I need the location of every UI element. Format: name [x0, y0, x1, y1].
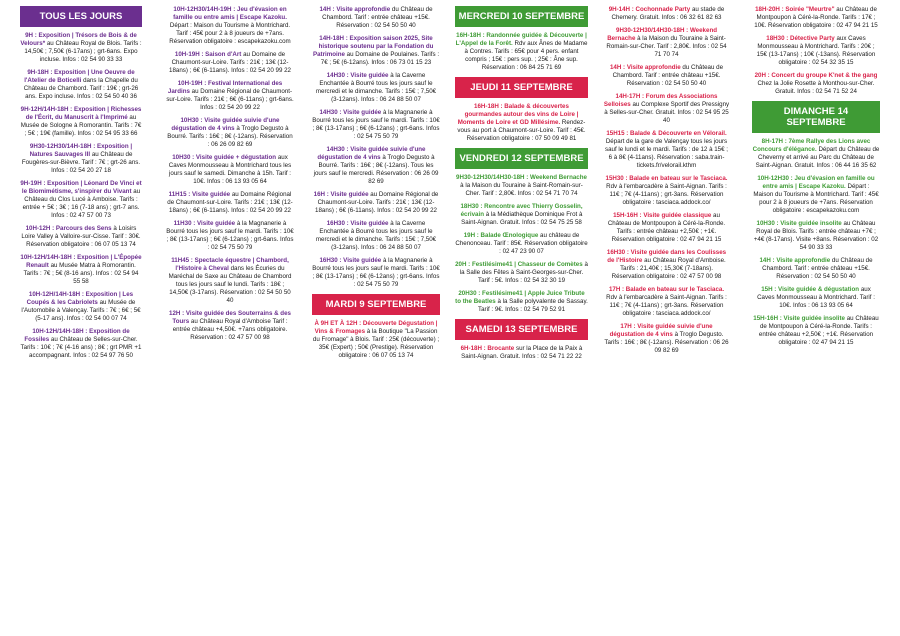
event-details: à Loisirs Loire Valley à Valloire-sur-Cisse. Tarif : 30€. Réservation obligatoire : 06 07 05 13 74	[21, 225, 141, 248]
event-details: Rendez-vous au port à Chaumont-sur-Loire. Tarif : 45€. Réservation obligatoire : 07 50 09 49 81	[457, 119, 586, 142]
column-2	[166, 6, 294, 632]
event-details: au château de Chenonceau. Tarif : 85€. Réservation obligatoire : 02 47 23 90 07	[455, 232, 588, 255]
event-entry	[455, 174, 588, 198]
event-entry	[312, 109, 440, 141]
event-entry	[752, 138, 880, 170]
event-entry	[166, 257, 294, 305]
event-details: à Troglo Degusto à Bourré. Tarifs : 16€ ; 8€ (-12ans). Tous les jours sauf le mercredi. Réservation : 06 26 09 82 69	[313, 154, 439, 185]
event-details: à la Maison du Touraine à Saint-Romain-sur-Cher. Tarif : 2,80€. Infos : 02 54 71 70 74	[606, 35, 727, 58]
event-entry	[455, 232, 588, 256]
event-entry	[455, 290, 588, 314]
event-title: 16H-18H : Randonnée guidée & Découverte | L'Appel de la Forêt.	[455, 32, 587, 47]
event-entry	[752, 72, 880, 96]
event-entry	[455, 345, 588, 361]
event-entry	[312, 320, 440, 360]
event-details: au Château de Selles-sur-Cher. Tarifs : 10€ ; 7€ (4-16 ans) ; 8€ ; grt PMR +1 accompagnant. Infos : 02 54 97 76 50	[20, 336, 142, 359]
event-entry	[603, 175, 730, 207]
event-details: à la Caverne Enchantée à Bourré tous les jours sauf le mercredi et le dimanche. Tarifs : 15€ ; 7,50€ (3-12ans). Infos : 06 24 88 50 07	[315, 72, 437, 103]
event-details: aux Caves Monmousseau à Montrichard tous les jours sauf le samedi. Dimanche à 15h. Tarif : 10€. Infos : 06 13 93 05 64	[168, 154, 292, 185]
event-entry	[752, 286, 880, 310]
event-details: dans les Écuries du Maréchal de Saxe au Château de Chambord tous les jours sauf le lundi. Tarifs : 18€ ; 14,50€ (3-17ans). Réservation : 02 54 50 50 40	[168, 265, 292, 304]
day-header: DIMANCHE 14 SEPTEMBRE	[752, 101, 880, 133]
event-title: 9H : Exposition | Trésors de Bois & de Velours*	[20, 32, 137, 47]
event-details: au Château de Montpoupon à Céré-la-Ronde. Tarifs : entrée château +2,50€ ; +1€. Réservation obligatoire : 02 47 94 21 15	[607, 212, 726, 243]
event-title: 14H30 : Visite guidée	[319, 109, 382, 116]
event-details: dans la Chapelle du Château de Chambord. Tarif : 19€ ; grt-26 ans. Expo incluse. Infos : 02 54 50 40 36	[23, 77, 139, 100]
event-title: 19H : Balade Œnologique	[463, 232, 539, 239]
event-entry	[455, 261, 588, 285]
event-details: à la Maison du Touraine à Saint-Romain-sur-Cher. Tarif : 2,80€. Infos : 02 54 71 70 74	[460, 182, 583, 197]
event-entry	[603, 286, 730, 318]
event-entry	[312, 6, 440, 30]
event-entry	[166, 6, 294, 46]
event-entry	[166, 51, 294, 75]
event-title: 10H30 : Visite guidée + dégustation	[172, 154, 277, 161]
event-details: à la Boutique "La Passion du Fromage" à Blois. Tarif : 25€ (découverte) ; 35€ (Expert) ; 50€ (Prestige). Réservation obligatoire : 06 07 05 13 74	[312, 328, 440, 359]
event-entry	[20, 291, 142, 323]
event-entry	[312, 257, 440, 289]
event-details: au Musée de l'Automobile à Valençay. Tarifs : 7€ ; 6€ ; 5€ (5-17 ans). Infos : 02 54 00 07 74	[21, 299, 141, 322]
event-title: 10H-12H : Parcours des Sens	[25, 225, 112, 232]
event-details: au Château du Clos Lucé à Amboise. Tarifs : entrée + 5€ ; 3€ ; 16 (7-18 ans) ; grt-7 ans. Infos : 02 47 57 00 73	[22, 188, 141, 219]
event-title: 15H : Visite guidée & dégustation	[761, 286, 860, 293]
event-details: au Complexe Sportif des Pressigny à Selles-sur-Cher. Gratuit. Infos : 02 54 95 25 40	[604, 101, 730, 124]
event-title: 9H-19H : Exposition | Léonard De Vinci et le Biomimétisme, s'inspirer du Vivant	[20, 180, 142, 195]
event-details: Départ du Château de Cheverny et arrivé au Parc du Château de Saint-Aignan. Gratuit. Infos : 06 44 16 35 62	[755, 146, 880, 169]
event-title: 18H-20H : Soirée "Meurtre"	[755, 6, 835, 13]
event-entry	[455, 203, 588, 227]
event-details: à Troglo Degusto à Bourré. Tarifs : 16€ ; 8€ (-12ans). Réservation : 06 26 09 82 69	[167, 125, 293, 148]
event-details: à la Médiathèque Dominique Frot à Saint-Aignan. Gratuit. Infos : 02 54 75 25 58	[461, 211, 583, 226]
event-details: Départ : Maison du Tourisme à Montrichard. Tarif : 45€ pour 2 à 8 joueurs de +7ans. Réservation obligatoire : escapekazoku.com	[753, 183, 879, 214]
event-title: 10H-12H/14H-18H : Exposition | L'Épopée Renault	[20, 254, 142, 269]
event-entry	[166, 154, 294, 186]
event-entry	[603, 27, 730, 59]
day-header: VENDREDI 12 SEPTEMBRE	[455, 148, 588, 169]
event-details: au Château Royal de Blois. Tarifs : 14,50€ ; 7,50€ (6-17ans) ; grt-6ans. Expo incluse. Infos : 02 54 90 33 33	[24, 40, 142, 63]
event-entry	[20, 328, 142, 360]
event-entry	[603, 130, 730, 170]
event-entry	[20, 69, 142, 101]
event-title: 15H-16H : Visite guidée insolite	[753, 315, 845, 322]
event-title: 16H-18H : Balade & découvertes gourmandes autour des vins de Loire | Moments de Loire et GD Millésime.	[457, 103, 579, 126]
event-title: 10H-12H30/14H-19H : Jeu d'évasion en famille ou entre amis | Escape Kazoku.	[173, 6, 287, 21]
event-title: 14H : Visite approfondie	[609, 64, 681, 71]
event-entry	[166, 310, 294, 342]
event-title: 20H : Festilésime41 | Chasseur de Comètes	[455, 261, 583, 268]
event-entry	[20, 32, 142, 64]
event-details: du Château de Chambord. Tarif : entrée château +15€. Réservation : 02 54 50 50 40	[762, 257, 873, 280]
event-details: au Domaine de Chaumont-sur-Loire. Tarifs : 21€ ; 13€ (12-18ans) ; 6€ (6-11ans). Infos : 02 54 20 99 22	[169, 51, 291, 74]
event-details: aux Caves Monmousseau à Montrichard. Tarifs : 20€ ; 15€ (13-17ans) ; 10€ (-13ans). Réservation obligatoire : 02 54 32 35 15	[756, 35, 876, 66]
event-details: Départ de la gare de Valençay tous les jours sauf le lundi et le mardi. Tarifs : de 12 à 15€ ; 6 à 8€ (4-11ans). Réservation : saba.train-tickets.fr/velorail.kthm	[604, 138, 729, 169]
event-entry	[20, 254, 142, 286]
event-title: 20H30 : Festilésime41 | Apple Juice Tribute to the Beatles	[455, 290, 585, 305]
event-entry	[312, 72, 440, 104]
event-entry	[603, 323, 730, 355]
event-title: 10H-12H30 : Jeu d'évasion en famille ou entre amis | Escape Kazoku.	[757, 175, 875, 190]
event-title: 9H-18H : Exposition | Une Oeuvre de l'Atelier de Boticelli	[24, 69, 135, 84]
event-entry	[166, 191, 294, 215]
event-details: à la Magnanerie à Bourré tous les jours sauf le mardi. Tarifs : 10€ ; 8€ (13-17ans) ; 6€ (6-12ans) ; grt-6ans. Infos : 02 54 75 50 79	[312, 109, 440, 140]
column-6	[752, 6, 880, 632]
event-title: 9H30-12H30/14H30-18H : Weekend Bernache	[456, 174, 587, 181]
event-details: au Domaine Régional de Chaumont-sur-Loire. Tarifs : 21€ ; 6€ (6-11ans) ; grt-6ans. Infos : 02 54 20 99 22	[166, 88, 294, 111]
day-header: SAMEDI 13 SEPTEMBRE	[455, 319, 588, 340]
event-entry	[312, 146, 440, 186]
event-title: 15H15 : Balade & Découverte en Vélorail.	[606, 130, 727, 137]
event-title: 16H30 : Visite guidée	[319, 257, 382, 264]
event-entry	[603, 93, 730, 125]
event-entry	[312, 191, 440, 215]
event-title: 14H-17H : Forum des Associations Selloises	[603, 93, 718, 108]
event-title: 10H-12H/14H-18H : Exposition | Les Coupés & les Cabriolets	[26, 291, 134, 306]
event-title: 11H30 : Visite guidée	[173, 220, 236, 227]
event-details: Chez la Jolie Rosette à Monthou-sur-Cher. Gratuit. Infos : 02 54 71 52 24	[757, 80, 875, 95]
event-title: 14H30 : Visite guidée	[326, 72, 389, 79]
event-title: 10H30 : Visite guidée suivie d'une dégustation de 4 vins	[171, 117, 280, 132]
event-title: 11H15 : Visite guidée	[168, 191, 231, 198]
event-title: 15H30 : Balade en bateau sur le Tasciaca.	[605, 175, 728, 182]
event-entry	[752, 315, 880, 347]
event-entry	[166, 220, 294, 252]
event-entry	[752, 257, 880, 281]
event-details: du Château de Chambord. Tarif : entrée château +15€. Réservation : 02 54 50 50 40	[322, 6, 433, 29]
event-details: sur la Place de la Paix à Saint-Aignan. Gratuit. Infos : 02 54 71 22 22	[461, 345, 583, 360]
event-entry	[166, 117, 294, 149]
event-details: Rdv à l'embarcadère à Saint-Aignan. Tarifs : 11€ ; 7€ (4-11ans) ; grt-3ans. Réservation obligatoire : tasciaca.addock.co/	[606, 294, 727, 317]
event-details: à la Magnanerie à Bourré tous les jours sauf le mardi. Tarifs : 10€ ; 8€ (13-17ans) ; 6€ (6-12ans) ; grt-6ans. Infos : 02 54 75 50 79	[166, 220, 294, 251]
column-5	[603, 6, 730, 632]
event-details: à Troglo Degusto. Tarifs : 16€ ; 8€ (-12ans). Réservation : 06 26 09 82 69	[604, 331, 729, 354]
event-title: À 9H ET À 12H : Découverte Dégustation | Vins & Fromages	[314, 320, 438, 335]
event-details: Rdv à l'embarcadère à Saint-Aignan. Tarifs : 11€ ; 7€ (4-11ans) ; grt-3ans. Réservation obligatoire : tasciaca.addock.co/	[606, 183, 727, 206]
event-details: au Musée de Sologne à Romorantin. Tarifs : 7€ ; 5€ ; 19€ (famille). Infos : 02 54 95 33 66	[20, 114, 142, 137]
event-title: 11H45 : Spectacle équestre | Chambord, l'Histoire à Cheval	[171, 257, 289, 272]
event-title: 9H-12H/14H-18H : Exposition | Richesses de l'Écrit, du Manuscrit à l'Imprimé	[20, 106, 142, 121]
event-details: aux Caves Monmousseau à Montrichard. Tarif : 10€. Infos : 06 13 93 05 64	[757, 286, 875, 309]
event-title: 9H30-12H30/14H30-18H : Weekend Bernache	[607, 27, 717, 42]
event-entry	[603, 212, 730, 244]
event-title: 9H30-12H30/14H-18H : Exposition | Natures Sauvages III	[29, 143, 133, 158]
event-details: au Château de Fougères-sur-Bièvre. Tarif : 7€ ; grt-26 ans. Infos : 02 54 20 27 18	[21, 151, 141, 174]
event-details: au Château Royal d'Amboise. Tarifs : 21,40€ ; 15,30€ (7-18ans). Réservation obligatoire : 02 47 57 00 98	[611, 257, 726, 280]
event-title: 9H-14H : Cochonnade Party	[608, 6, 691, 13]
event-entry	[166, 80, 294, 112]
event-details: au Château Royal de Blois. Tarifs : entrée château +7€ ; +4€ (8-17ans). Visite +8ans. Réservation : 02 54 90 33 33	[753, 220, 879, 251]
event-entry	[603, 249, 730, 281]
event-title: 10H-19H : Saison d'Art	[174, 51, 242, 58]
event-entry	[752, 175, 880, 215]
event-details: Rdv aux Ânes de Madame à Contres. Tarifs : 65€ pour 4 pers. enfant compris ; 15€ : pers sup. ; 25€ : Âne sup. Réservation : 06 84 25 71 69	[464, 40, 588, 71]
event-title: 17H : Balade en bateau sur le Tasciaca.	[608, 286, 725, 293]
event-entry	[20, 180, 142, 220]
column-1	[20, 6, 142, 632]
day-header: MERCREDI 10 SEPTEMBRE	[455, 6, 588, 27]
event-title: 17H : Visite guidée suivie d'une dégustation de 4 vins	[609, 323, 713, 338]
event-details: au Château Royal d'Amboise Tarif : entrée château +4,50€. +7ans obligatoire. Réservation : 02 47 57 00 98	[172, 318, 288, 341]
event-entry	[603, 64, 730, 88]
event-title: 10H-12H/14H-18H : Exposition de Fossiles	[24, 328, 130, 343]
event-details: au Château de Montpoupon à Céré-la-Ronde. Tarifs : entrée château +2,50€ ; +1€. Réservation obligatoire : 02 47 94 21 15	[758, 315, 879, 346]
day-header: JEUDI 11 SEPTEMBRE	[455, 77, 588, 98]
event-details: au Musée Matra à Romorantin. Tarifs : 7€ ; 5€ (8-16 ans). Infos : 02 54 94 55 58	[23, 262, 139, 285]
event-title: 12H : Visite guidée des Souterrains & des Tours	[169, 310, 291, 325]
event-entry	[752, 35, 880, 67]
event-title: 8H-17H : 7ème Rallye des Lions avec Concours d'élégance.	[752, 138, 871, 153]
event-title: 16H30 : Visite guidée	[326, 220, 389, 227]
event-title: 14H : Visite approfondie	[319, 6, 391, 13]
event-title: 16H : Visite guidée	[313, 191, 369, 198]
day-header: TOUS LES JOURS	[20, 6, 142, 27]
event-title: 14H-18H : Exposition saison 2025, Site historique soutenu par la Fondation du Patrimoine	[312, 35, 434, 58]
event-details: du Château de Chambord. Tarif : entrée château +15€. Réservation : 02 54 50 50 40	[612, 64, 724, 87]
event-title: 10H-19H : Festival International des Jardins	[167, 80, 283, 95]
event-entry	[455, 32, 588, 72]
event-entry	[455, 103, 588, 143]
event-entry	[312, 220, 440, 252]
event-title: 18H30 : Détective Party	[766, 35, 835, 42]
event-title: 14H : Visite approfondie	[759, 257, 831, 264]
event-details: au Domaine de Poulaines. Tarifs : 7€ ; 5€ (6-12ans). Infos : 06 73 01 15 23	[320, 51, 440, 66]
event-entry	[20, 106, 142, 138]
event-details: à la Salle polyvalente de Sassay. Tarif : 9€. Infos : 02 54 79 52 91	[477, 298, 588, 313]
event-title: 15H-16H : Visite guidée classique	[613, 212, 712, 219]
event-details: Départ : Maison du Tourisme à Montrichard. Tarif : 45€ pour 2 à 8 joueurs de +7ans. Réservation obligatoire : escapekazoku.com	[169, 22, 291, 45]
event-details: à la Caverne Enchantée à Bourré tous les jours sauf le mercredi et le dimanche. Tarifs : 15€ ; 7,50€ (3-12ans). Infos : 06 24 88 50 07	[315, 220, 437, 251]
event-details: au Domaine Régional de Chaumont-sur-Loire. Tarifs : 21€ ; 13€ (12-18ans) ; 6€ (6-11ans). Infos : 02 54 20 99 22	[167, 191, 293, 214]
event-entry	[752, 6, 880, 30]
column-4	[455, 6, 588, 632]
event-details: à la Salle des Fêtes à Saint-Georges-sur-Cher. Tarif : 5€. Infos : 02 54 32 30 19	[459, 261, 588, 284]
event-title: 14H30 : Visite guidée suivie d'une dégustation de 4 vins	[317, 146, 426, 161]
event-details: à la Magnanerie à Bourré tous les jours sauf le mardi. Tarifs : 10€ ; 8€ (13-17ans) ; 6€ (6-12ans) ; grt-6ans. Infos : 02 54 75 50 79	[312, 257, 440, 288]
column-3	[312, 6, 440, 632]
event-title: 18H30 : Rencontre avec Thierry Gosselin, écrivain	[460, 203, 583, 218]
event-details: au Domaine Régional de Chaumont-sur-Loire. Tarifs : 21€ ; 13€ (12-18ans) ; 6€ (6-11ans). Infos : 02 54 20 99 22	[315, 191, 439, 214]
event-title: 6H-18H : Brocante	[460, 345, 515, 352]
event-entry	[20, 143, 142, 175]
event-title: 16H30 : Visite guidée dans les Coulisses de l'Histoire	[606, 249, 727, 264]
day-header: MARDI 9 SEPTEMBRE	[312, 294, 440, 315]
event-entry	[20, 225, 142, 249]
event-title: 20H : Concert du groupe K'net & the gang	[754, 72, 878, 79]
event-title: 10H30 : Visite guidée insolite	[756, 220, 842, 227]
event-details: au Château de Montpoupon à Céré-la-Ronde. Tarifs : 17€ ; 10€. Réservation obligatoire : 02 47 94 21 15	[754, 6, 878, 29]
event-entry	[603, 6, 730, 22]
event-details: au stade de Chemery. Gratuit. Infos : 06 32 61 82 63	[611, 6, 725, 21]
event-entry	[752, 220, 880, 252]
event-entry	[312, 35, 440, 67]
